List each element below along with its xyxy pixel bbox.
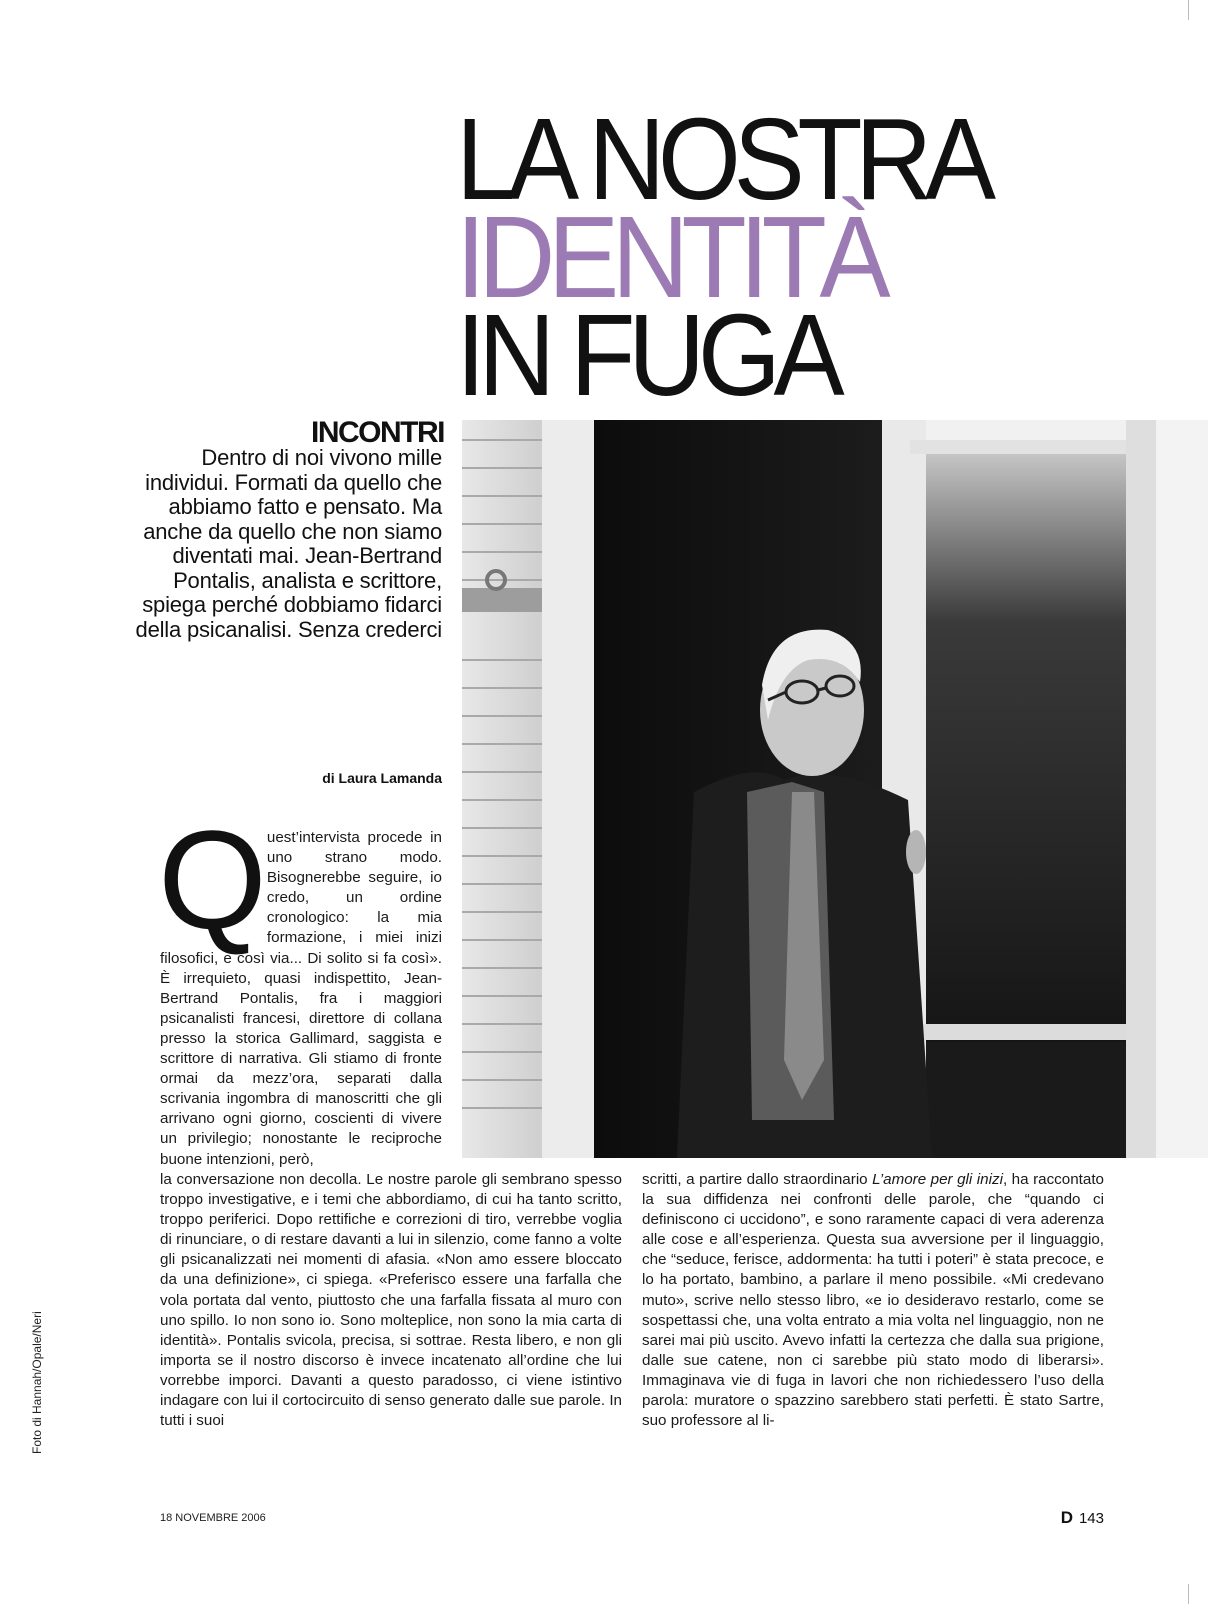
headline — [456, 94, 1137, 420]
section-label: INCONTRI — [311, 416, 444, 449]
headline-line-2: IDENTITÀ — [456, 192, 884, 322]
photo-credit: Foto di Hannah/Opale/Neri — [30, 1311, 44, 1454]
crop-mark — [1188, 0, 1189, 20]
byline: di Laura Lamanda — [322, 770, 442, 786]
right-text-pre: scritti, a partire dallo straordinario — [642, 1171, 873, 1188]
drop-cap: Q — [158, 801, 261, 958]
crop-mark — [1188, 1584, 1189, 1604]
standfirst: Dentro di noi vivono mille individui. Formati da quello che abbiamo fatto e pensato. Ma anche da quello che non siamo diventati mai. Jean-Bertrand Pontalis, analista e scrittore, spiega perché dobbiamo fidarci della psicanalisi. Senza crederci — [135, 445, 442, 642]
intro-text: uest’intervista procede in uno strano modo. Bisognerebbe seguire, io credo, un ordine cronologico: la mia formazione, i miei inizi filosofici, e così via... Di solito si fa così». È irrequieto, quasi indispettito, Jean-Bertrand Pontalis, fra i maggiori psicanalisti francesi, direttore di collana presso la storica Gallimard, saggista e scrittore di narrativa. Gli stiamo di fronte ormai da mezz’ora, separati dalla scrivania ingombra di manoscritti che gli arrivano ogni giorno, coscienti di vivere un privilegio; nonostante le reciproche buone intenzioni, però, — [160, 829, 442, 1168]
book-title: L’amore per gli inizi — [872, 1171, 1003, 1188]
article-column-right — [642, 1170, 1104, 1431]
issue-date: 18 NOVEMBRE 2006 — [160, 1512, 266, 1524]
page-number-value: 143 — [1078, 1510, 1104, 1527]
magazine-logo: D — [1060, 1508, 1073, 1527]
headline-line-1: LA NOSTRA — [456, 94, 989, 224]
page-number — [1061, 1508, 1104, 1528]
headline-line-3: IN FUGA — [456, 290, 838, 420]
article-column-left: la conversazione non decolla. Le nostre parole gli sembrano spesso troppo investigative, e i temi che abbordiamo, di cui ha tanto scritto, troppo periferici. Dopo rettifiche e correzioni di tiro, verrebbe voglia di rinunciare, o di restare davanti a lui in silenzio, come fanno a volte gli psicanalizzati nei momenti di afasia. «Non amo essere bloccato da una definizione», ci spiega. «Preferisco essere una farfalla che vola portata dal vento, piuttosto che una farfalla fissata al muro con uno spillo. Io non sono io. Sono molteplice, non sono la mia carta di identità». Pontalis svicola, precisa, si sottrae. Resta libero, e non gli importa se il nostro discorso è invece incatenato all’ordine che lui vorrebbe imporci. Davanti a questo paradosso, ci viene istintivo indagare con lui il cortocircuito di senso generato dalle sue parole. In tutti i suoi — [160, 1171, 622, 1430]
right-text-post: , ha raccontato la sua diffidenza nei confronti delle parole, che “quando ci definiscono ci uccidono”, e sono raramente capaci di vera aderenza alle cose e all’esperienza. Questa sua avversione per il linguaggio, che “seduce, ferisce, addormenta: ha tutti i poteri” è stata precoce, e lo ha portato, bambino, a parlare il meno possibile. «Mi credevano muto», scrive nello stesso libro, «e io desideravo restarlo, come se sospettassi che, una volta entrato a mia volta nel linguaggio, non ne sarei mai più uscito. Avevo infatti la certezza che dalla sua prigione, dalle sue catene, non ci sarebbe più stato modo di liberarsi». Immaginava vie di fuga in lavori che non richiedessero l’uso della parola: muratore o spazzino sarebbero stati perfetti. È stato Sartre, suo professore al li- — [642, 1171, 1104, 1430]
portrait-photo — [462, 420, 1208, 1158]
article-intro — [158, 801, 442, 1170]
